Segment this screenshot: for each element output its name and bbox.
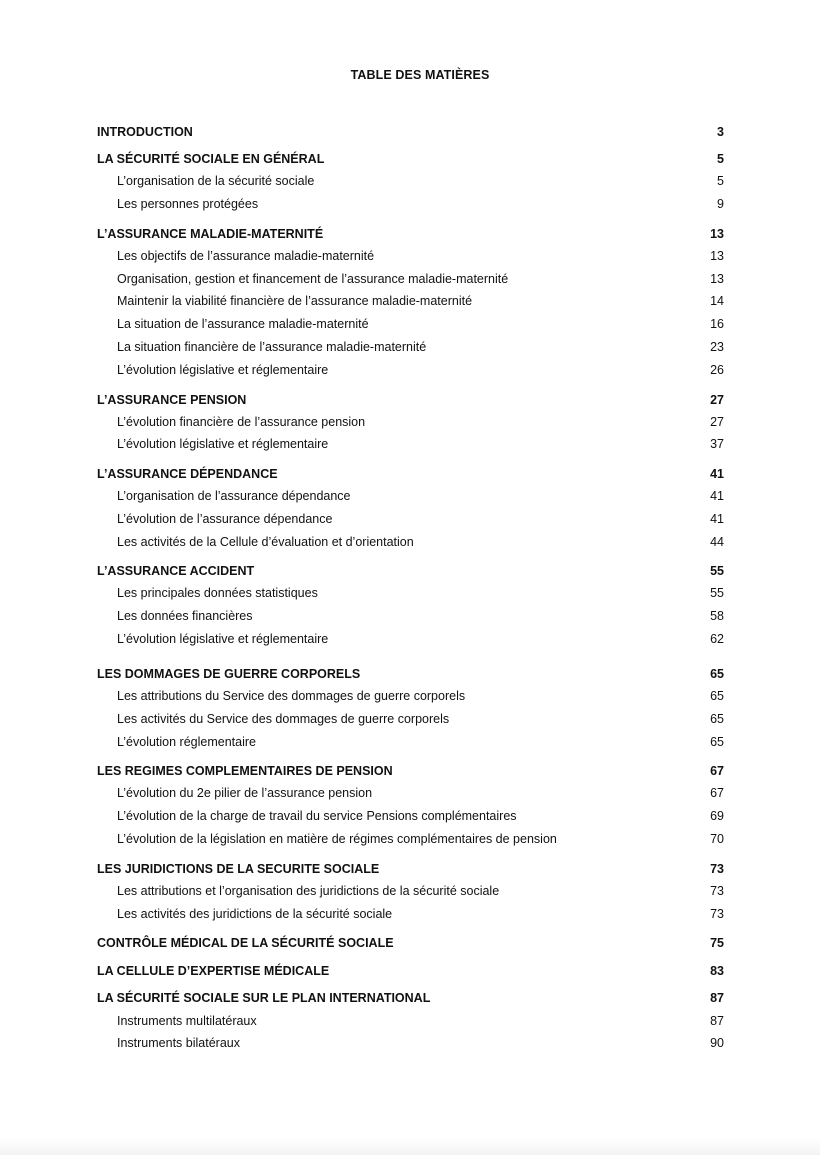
toc-entry-label: LES DOMMAGES DE GUERRE CORPORELS bbox=[97, 667, 361, 681]
toc-subsection-entry[interactable] bbox=[117, 534, 724, 550]
toc-section-entry[interactable] bbox=[97, 935, 724, 951]
toc-entry-page-number: 83 bbox=[710, 964, 724, 978]
toc-entry-page-number: 62 bbox=[710, 632, 724, 646]
toc-section-entry[interactable] bbox=[97, 963, 724, 979]
toc-entry-label: Instruments bilatéraux bbox=[117, 1036, 240, 1050]
toc-entry-page-number: 73 bbox=[710, 884, 724, 898]
toc-entry-label: La situation de l’assurance maladie-maternité bbox=[117, 317, 369, 331]
toc-subsection-entry[interactable] bbox=[117, 883, 724, 899]
toc-subsection-entry[interactable] bbox=[117, 608, 724, 624]
toc-entry-page-number: 90 bbox=[710, 1036, 724, 1050]
toc-section-entry[interactable] bbox=[97, 666, 724, 682]
toc-entry-label: L’évolution réglementaire bbox=[117, 735, 256, 749]
toc-section-entry[interactable] bbox=[97, 861, 724, 877]
toc-entry-page-number: 41 bbox=[710, 467, 724, 481]
toc-section-entry[interactable] bbox=[97, 466, 724, 482]
toc-entry-label: L’évolution financière de l’assurance pension bbox=[117, 415, 366, 429]
toc-section-entry[interactable] bbox=[97, 151, 724, 167]
toc-subsection-entry[interactable] bbox=[117, 585, 724, 601]
toc-entry-label: L’évolution du 2e pilier de l’assurance pension bbox=[117, 786, 373, 800]
toc-entry-page-number: 55 bbox=[710, 564, 724, 578]
toc-subsection-entry[interactable] bbox=[117, 906, 724, 922]
toc-entry-page-number: 87 bbox=[710, 1014, 724, 1028]
toc-entry-page-number: 65 bbox=[710, 712, 724, 726]
toc-subsection-entry[interactable] bbox=[117, 196, 724, 212]
toc-entry-page-number: 67 bbox=[710, 764, 724, 778]
toc-entry-page-number: 41 bbox=[710, 512, 724, 526]
toc-entry-label: L’évolution de la législation en matière de régimes complémentaires de pension bbox=[117, 832, 557, 846]
toc-section-entry[interactable] bbox=[97, 392, 724, 408]
toc-section-entry[interactable] bbox=[97, 563, 724, 579]
toc-entry-label: Les activités de la Cellule d’évaluation et d’orientation bbox=[117, 535, 414, 549]
toc-entry-page-number: 65 bbox=[710, 667, 724, 681]
toc-entry-label: LES REGIMES COMPLEMENTAIRES DE PENSION bbox=[97, 764, 393, 778]
toc-subsection-entry[interactable] bbox=[117, 339, 724, 355]
toc-entry-label: L’organisation de l’assurance dépendance bbox=[117, 489, 351, 503]
toc-entry-label: Les attributions et l’organisation des juridictions de la sécurité sociale bbox=[117, 884, 500, 898]
toc-entry-label: INTRODUCTION bbox=[97, 125, 193, 139]
toc-subsection-entry[interactable] bbox=[117, 293, 724, 309]
toc-entry-label: L’évolution législative et réglementaire bbox=[117, 363, 329, 377]
toc-entry-label: L’évolution législative et réglementaire bbox=[117, 437, 329, 451]
toc-subsection-entry[interactable] bbox=[117, 488, 724, 504]
toc-subsection-entry[interactable] bbox=[117, 173, 724, 189]
toc-entry-page-number: 41 bbox=[710, 489, 724, 503]
toc-entry-label: Les personnes protégées bbox=[117, 197, 259, 211]
toc-subsection-entry[interactable] bbox=[117, 271, 724, 287]
toc-entry-page-number: 65 bbox=[710, 689, 724, 703]
toc-entry-label: L’organisation de la sécurité sociale bbox=[117, 174, 315, 188]
toc-subsection-entry[interactable] bbox=[117, 808, 724, 824]
toc-entry-label: L’évolution de la charge de travail du service Pensions complémentaires bbox=[117, 809, 517, 823]
toc-subsection-entry[interactable] bbox=[117, 511, 724, 527]
toc-section-entry[interactable] bbox=[97, 763, 724, 779]
toc-entry-page-number: 37 bbox=[710, 437, 724, 451]
toc-entry-page-number: 5 bbox=[717, 174, 724, 188]
toc-subsection-entry[interactable] bbox=[117, 631, 724, 647]
toc-entry-label: LES JURIDICTIONS DE LA SECURITE SOCIALE bbox=[97, 862, 380, 876]
toc-subsection-entry[interactable] bbox=[117, 711, 724, 727]
toc-entry-page-number: 13 bbox=[710, 249, 724, 263]
toc-subsection-entry[interactable] bbox=[117, 1013, 724, 1029]
toc-entry-page-number: 44 bbox=[710, 535, 724, 549]
toc-subsection-entry[interactable] bbox=[117, 1035, 724, 1051]
toc-entry-page-number: 75 bbox=[710, 936, 724, 950]
toc-entry-label: L’évolution de l’assurance dépendance bbox=[117, 512, 333, 526]
toc-entry-page-number: 14 bbox=[710, 294, 724, 308]
toc-entry-label: La situation financière de l’assurance maladie-maternité bbox=[117, 340, 427, 354]
toc-entry-label: Organisation, gestion et financement de l’assurance maladie-maternité bbox=[117, 272, 509, 286]
toc-entry-page-number: 23 bbox=[710, 340, 724, 354]
toc-entry-label: L’ASSURANCE PENSION bbox=[97, 393, 247, 407]
toc-subsection-entry[interactable] bbox=[117, 248, 724, 264]
toc-entry-label: LA SÉCURITÉ SOCIALE SUR LE PLAN INTERNATIONAL bbox=[97, 991, 431, 1005]
toc-entry-page-number: 67 bbox=[710, 786, 724, 800]
toc-entry-page-number: 16 bbox=[710, 317, 724, 331]
toc-entry-label: Les activités des juridictions de la sécurité sociale bbox=[117, 907, 393, 921]
toc-entry-page-number: 13 bbox=[710, 272, 724, 286]
toc-entry-page-number: 26 bbox=[710, 363, 724, 377]
toc-entry-label: Instruments multilatéraux bbox=[117, 1014, 257, 1028]
toc-entry-page-number: 70 bbox=[710, 832, 724, 846]
toc-entry-page-number: 27 bbox=[710, 415, 724, 429]
toc-entry-page-number: 69 bbox=[710, 809, 724, 823]
toc-section-entry[interactable] bbox=[97, 990, 724, 1006]
toc-entry-label: L’ASSURANCE DÉPENDANCE bbox=[97, 467, 278, 481]
toc-entry-label: Maintenir la viabilité financière de l’assurance maladie-maternité bbox=[117, 294, 473, 308]
toc-entry-label: Les données financières bbox=[117, 609, 253, 623]
toc-entry-label: L’ASSURANCE ACCIDENT bbox=[97, 564, 255, 578]
page-edge-shadow bbox=[0, 1138, 820, 1155]
toc-entry-page-number: 3 bbox=[717, 125, 724, 139]
toc-subsection-entry[interactable] bbox=[117, 316, 724, 332]
toc-entry-page-number: 5 bbox=[717, 152, 724, 166]
toc-entry-page-number: 65 bbox=[710, 735, 724, 749]
toc-entry-label: LA SÉCURITÉ SOCIALE EN GÉNÉRAL bbox=[97, 152, 325, 166]
toc-section-entry[interactable] bbox=[97, 124, 724, 140]
toc-entry-label: L’ASSURANCE MALADIE-MATERNITÉ bbox=[97, 227, 324, 241]
toc-entry-page-number: 27 bbox=[710, 393, 724, 407]
toc-entry-page-number: 55 bbox=[710, 586, 724, 600]
toc-entry-page-number: 73 bbox=[710, 907, 724, 921]
toc-entry-label: Les objectifs de l’assurance maladie-maternité bbox=[117, 249, 375, 263]
toc-subsection-entry[interactable] bbox=[117, 414, 724, 430]
toc-section-entry[interactable] bbox=[97, 226, 724, 242]
toc-entry-label: CONTRÔLE MÉDICAL DE LA SÉCURITÉ SOCIALE bbox=[97, 936, 394, 950]
toc-entry-page-number: 13 bbox=[710, 227, 724, 241]
toc-entry-page-number: 87 bbox=[710, 991, 724, 1005]
toc-subsection-entry[interactable] bbox=[117, 362, 724, 378]
toc-entry-page-number: 73 bbox=[710, 862, 724, 876]
toc-subsection-entry[interactable] bbox=[117, 831, 724, 847]
toc-entry-label: Les principales données statistiques bbox=[117, 586, 318, 600]
toc-subsection-entry[interactable] bbox=[117, 436, 724, 452]
toc-entry-page-number: 9 bbox=[717, 197, 724, 211]
toc-entry-page-number: 58 bbox=[710, 609, 724, 623]
toc-subsection-entry[interactable] bbox=[117, 688, 724, 704]
page-title: TABLE DES MATIÈRES bbox=[350, 68, 490, 82]
toc-entry-label: L’évolution législative et réglementaire bbox=[117, 632, 329, 646]
toc-entry-label: Les activités du Service des dommages de guerre corporels bbox=[117, 712, 450, 726]
toc-entry-label: LA CELLULE D’EXPERTISE MÉDICALE bbox=[97, 964, 330, 978]
toc-subsection-entry[interactable] bbox=[117, 734, 724, 750]
toc-entry-label: Les attributions du Service des dommages de guerre corporels bbox=[117, 689, 466, 703]
toc-subsection-entry[interactable] bbox=[117, 785, 724, 801]
